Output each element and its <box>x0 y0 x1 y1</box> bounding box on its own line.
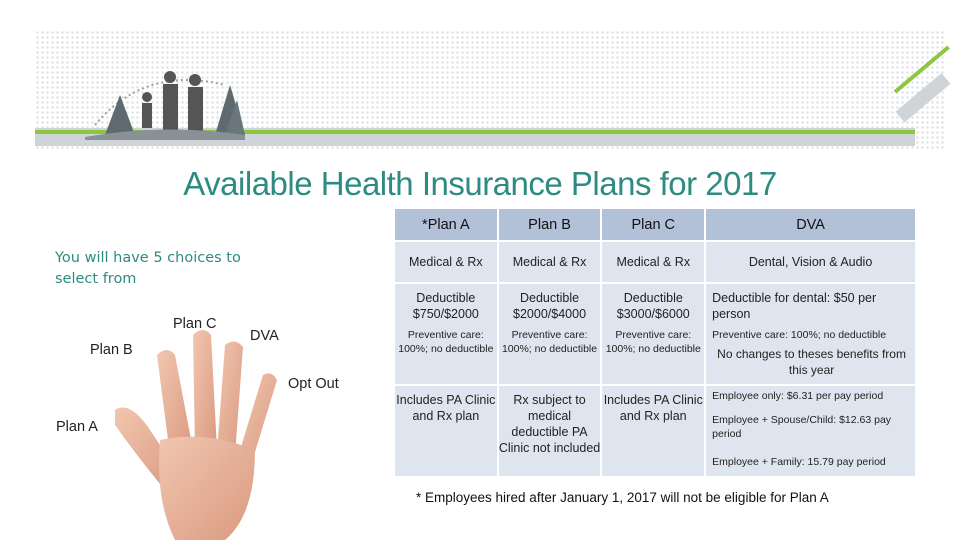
deductible-text: Deductible $750/$2000 <box>412 291 479 321</box>
cell-coverage-plan-b: Medical & Rx <box>498 241 602 283</box>
deductible-text: Deductible $2000/$4000 <box>513 291 587 321</box>
table-row-deductible <box>394 283 916 385</box>
label-plan-b: Plan B <box>90 342 133 358</box>
choices-text: You will have 5 choices to select from <box>55 250 241 287</box>
hand-illustration <box>105 300 385 540</box>
cell-deductible-dva <box>705 283 916 385</box>
cell-rates-dva <box>705 385 916 477</box>
cell-coverage-plan-c: Medical & Rx <box>601 241 705 283</box>
cell-deductible-plan-b <box>498 283 602 385</box>
cell-rx-plan-b <box>498 385 602 477</box>
header-dva: DVA <box>705 208 916 241</box>
rx-text: Includes PA Clinic and Rx plan <box>396 393 496 423</box>
rate-employee-only: Employee only: $6.31 per pay period <box>712 390 884 402</box>
dva-note-text: No changes to theses benefits from this year <box>717 347 906 377</box>
cell-rx-plan-c <box>601 385 705 477</box>
page-title: Available Health Insurance Plans for 2017 <box>183 165 777 202</box>
header-plan-c: Plan C <box>601 208 705 241</box>
family-trees-logo <box>85 55 245 140</box>
table-row-coverage <box>394 241 916 283</box>
label-plan-a: Plan A <box>56 419 98 435</box>
preventive-text: Preventive care: 100%; no deductible <box>398 329 494 355</box>
header-plan-a: *Plan A <box>394 208 498 241</box>
header-plan-b: Plan B <box>498 208 602 241</box>
cell-deductible-plan-a <box>394 283 498 385</box>
rx-text: Rx subject to medical deductible PA Clinic not included <box>498 393 601 455</box>
preventive-text: Preventive care: 100%; no deductible <box>712 329 887 341</box>
footnote: * Employees hired after January 1, 2017 will not be eligible for Plan A <box>416 490 829 505</box>
cell-deductible-plan-c <box>601 283 705 385</box>
plans-table <box>393 207 917 478</box>
deductible-text: Deductible $3000/$6000 <box>616 291 690 321</box>
label-dva: DVA <box>250 328 279 344</box>
preventive-text: Preventive care: 100%; no deductible <box>605 329 701 355</box>
rate-employee-family: Employee + Family: 15.79 pay period <box>712 456 886 468</box>
cell-coverage-dva: Dental, Vision & Audio <box>705 241 916 283</box>
label-plan-c: Plan C <box>173 316 217 332</box>
deductible-text: Deductible for dental: $50 per person <box>712 291 877 321</box>
rx-text: Includes PA Clinic and Rx plan <box>603 393 703 423</box>
cell-coverage-plan-a: Medical & Rx <box>394 241 498 283</box>
rate-employee-spouse: Employee + Spouse/Child: $12.63 pay period <box>712 414 892 440</box>
table-row-rx <box>394 385 916 477</box>
preventive-text: Preventive care: 100%; no deductible <box>501 329 598 355</box>
cell-rx-plan-a <box>394 385 498 477</box>
table-header-row <box>394 208 916 241</box>
label-opt-out: Opt Out <box>288 376 339 392</box>
